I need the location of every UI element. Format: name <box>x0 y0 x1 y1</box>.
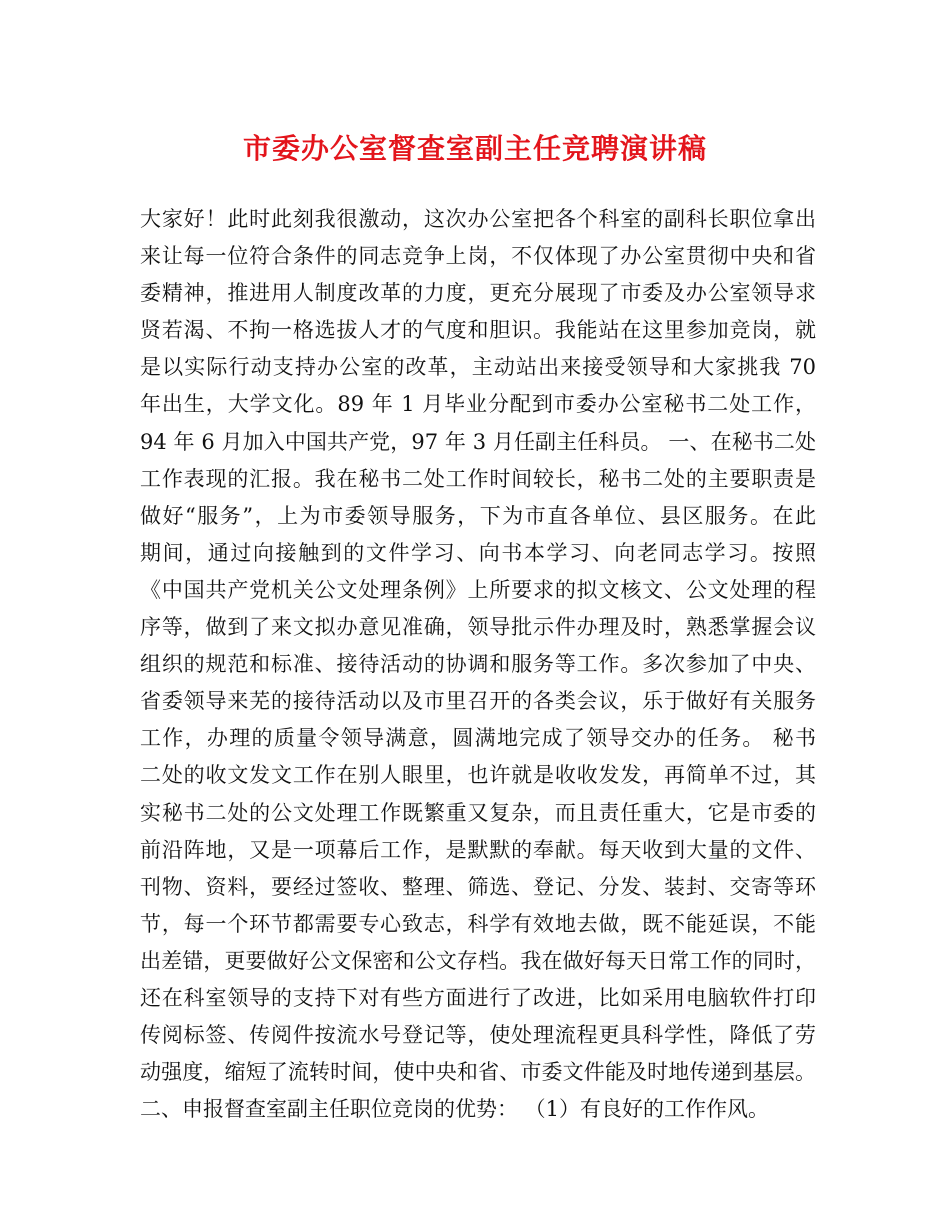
body-line: 期间，通过向接触到的文件学习、向书本学习、向老同志学习。按照 <box>140 540 816 565</box>
body-line: 委精神，推进用人制度改革的力度，更充分展现了市委及办公室领导求 <box>140 281 816 306</box>
body-line: 序等，做到了来文拟办意见准确，领导批示件办理及时，熟悉掌握会议 <box>140 615 816 640</box>
body-line: 前沿阵地，又是一项幕后工作，是默默的奉献。每天收到大量的文件、 <box>140 837 816 862</box>
body-line: 出差错，更要做好公文保密和公文存档。我在做好每天日常工作的同时， <box>140 948 816 973</box>
body-line: 工作，办理的质量令领导满意，圆满地完成了领导交办的任务。 秘书 <box>140 726 816 751</box>
body-line: 94 年 6 月加入中国共产党，97 年 3 月任副主任科员。 一、在秘书二处 <box>140 429 816 454</box>
body-line: 大家好！此时此刻我很激动，这次办公室把各个科室的副科长职位拿出 <box>140 207 816 231</box>
body-line: 贤若渴、不拘一格选拔人才的气度和胆识。我能站在这里参加竞岗，就 <box>140 318 816 343</box>
body-line: 做好“服务”，上为市委领导服务，下为市直各单位、县区服务。在此 <box>140 503 816 528</box>
body-line: 年出生，大学文化。89 年 1 月毕业分配到市委办公室秘书二处工作， <box>140 392 816 417</box>
body-line: 传阅标签、传阅件按流水号登记等，使处理流程更具科学性，降低了劳 <box>140 1023 816 1048</box>
body-line: 二、申报督查室副主任职位竞岗的优势： （1）有良好的工作作风。 <box>140 1097 770 1122</box>
body-line: 还在科室领导的支持下对有些方面进行了改进，比如采用电脑软件打印 <box>140 985 816 1010</box>
body-line: 是以实际行动支持办公室的改革，主动站出来接受领导和大家挑我 70 <box>140 355 816 380</box>
body-line: 刊物、资料，要经过签收、整理、筛选、登记、分发、装封、交寄等环 <box>140 874 816 899</box>
body-line: 组织的规范和标准、接待活动的协调和服务等工作。多次参加了中央、 <box>140 652 816 677</box>
body-line: 工作表现的汇报。我在秘书二处工作时间较长，秘书二处的主要职责是 <box>140 466 816 491</box>
document-title: 市委办公室督查室副主任竞聘演讲稿 <box>242 132 707 165</box>
body-line: 实秘书二处的公文处理工作既繁重又复杂，而且责任重大，它是市委的 <box>140 800 816 825</box>
body-line: 动强度，缩短了流转时间，使中央和省、市委文件能及时地传递到基层。 <box>140 1060 816 1085</box>
body-line: 来让每一位符合条件的同志竞争上岗，不仅体现了办公室贯彻中央和省 <box>140 244 816 269</box>
body-line: 《中国共产党机关公文处理条例》上所要求的拟文核文、公文处理的程 <box>140 577 816 602</box>
body-line: 节，每一个环节都需要专心致志，科学有效地去做，既不能延误，不能 <box>140 911 816 936</box>
document-body <box>140 201 816 1128</box>
body-line: 二处的收文发文工作在别人眼里，也许就是收收发发，再简单不过，其 <box>140 763 816 788</box>
body-line: 省委领导来芜的接待活动以及市里召开的各类会议，乐于做好有关服务 <box>140 689 816 714</box>
